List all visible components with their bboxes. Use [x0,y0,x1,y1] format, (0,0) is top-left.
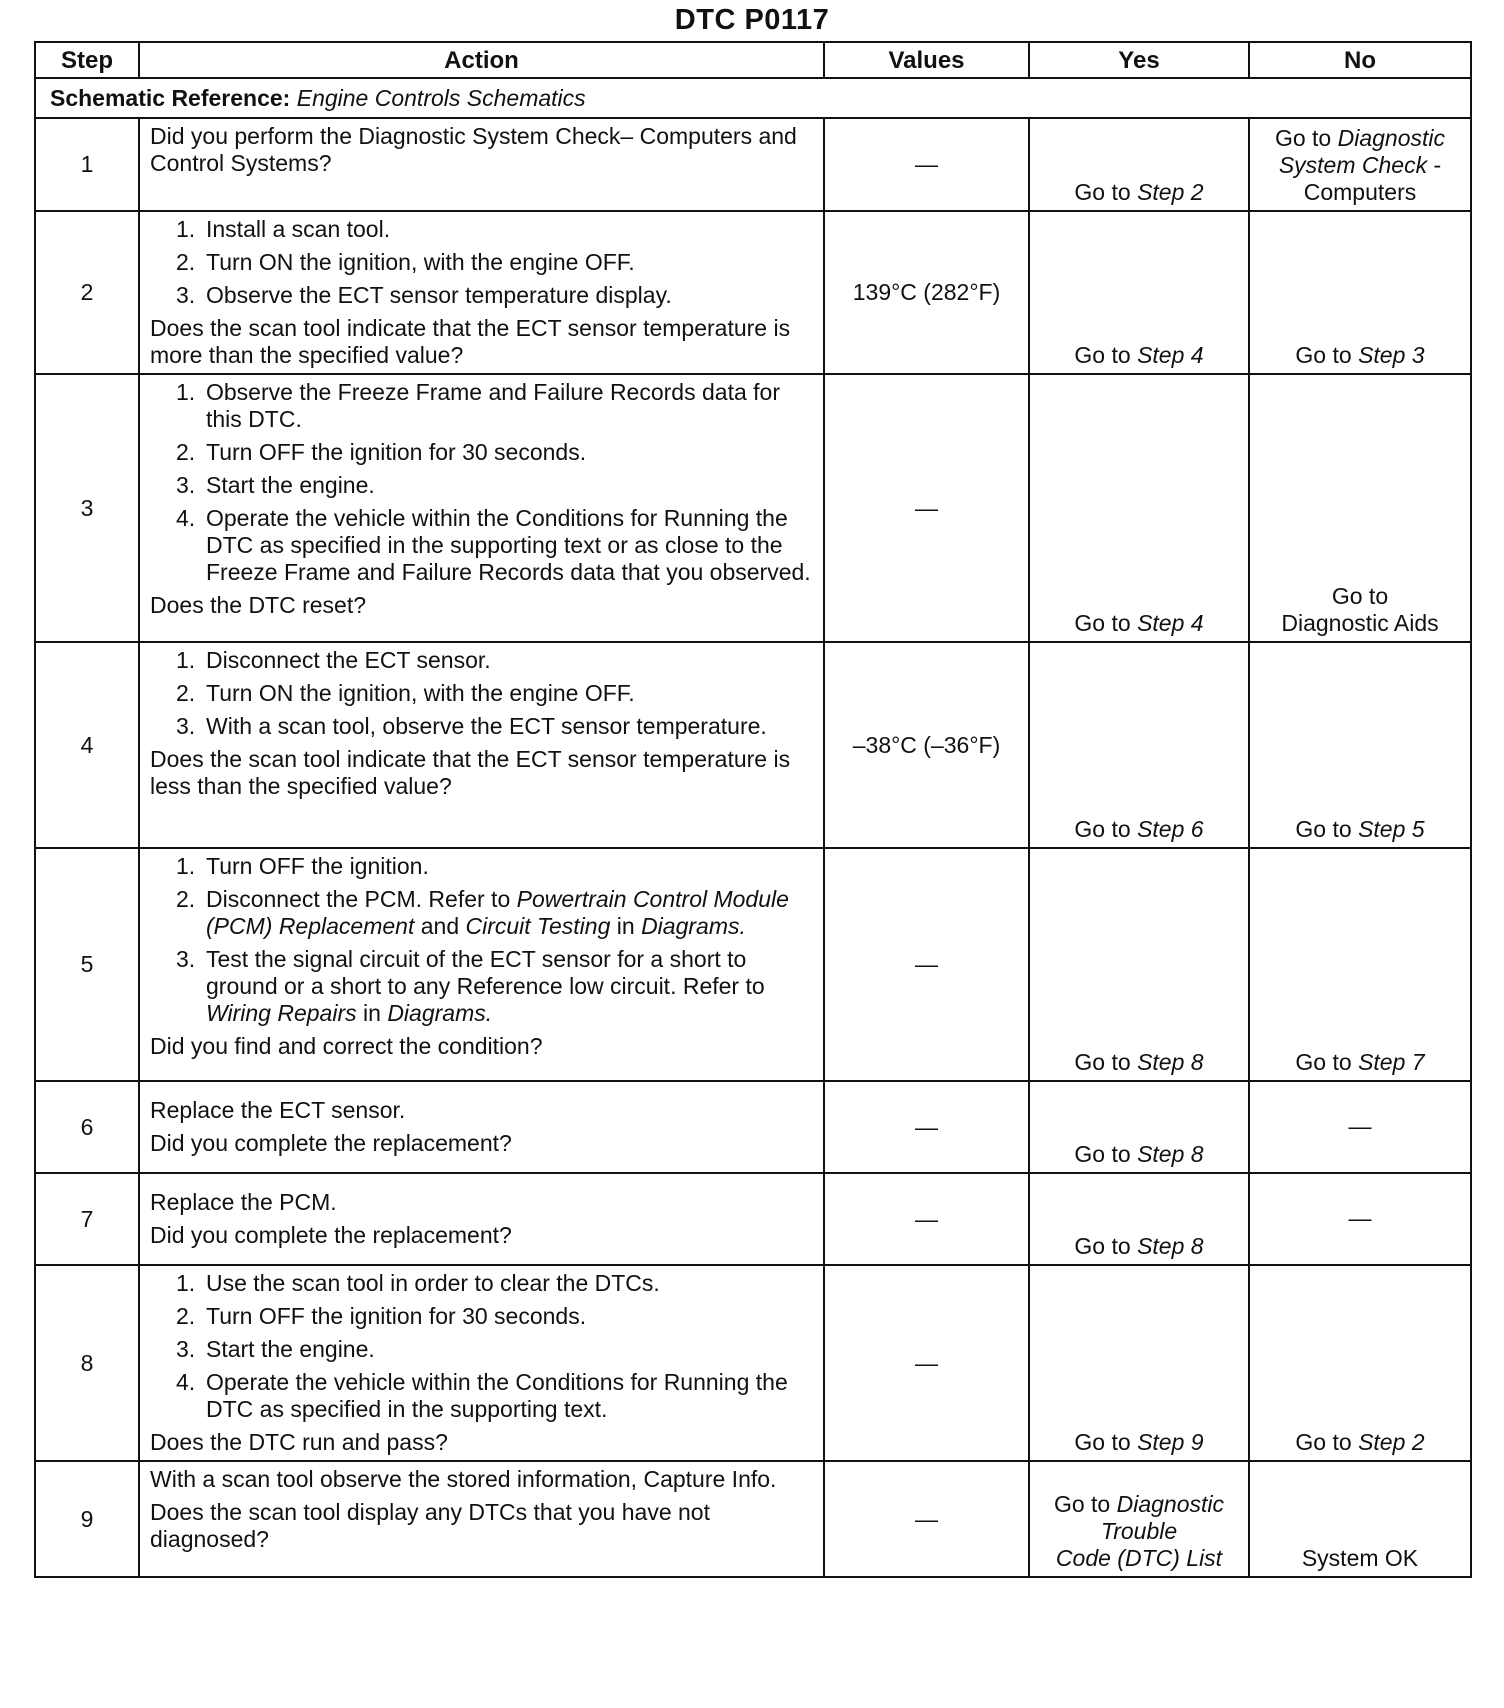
diagnostic-table [34,41,1472,1578]
step-number: 9 [35,1461,139,1577]
value-cell: — [824,1461,1029,1577]
schematic-row [35,78,1471,118]
instruction-list [150,1270,817,1423]
question: Does the scan tool indicate that the ECT sensor temperature is less than the specified value? [150,746,791,799]
go-to-text: Go to [1295,1429,1352,1455]
step-link: Step 2 [1358,1429,1425,1455]
header-step: Step [35,42,139,78]
no-cell: — [1249,1173,1471,1265]
schematic-reference [35,78,1471,118]
instruction-list [150,647,817,740]
instruction-list [150,216,817,309]
go-to-text: Go to [1074,1233,1131,1259]
value-cell: — [824,374,1029,642]
go-to-text: Go to [1074,1049,1131,1075]
go-to-text: Go to [1295,1049,1352,1075]
instruction-item: Turn ON the ignition, with the engine OFF. [206,680,635,706]
instruction-text: Replace the ECT sensor. [150,1097,406,1123]
yes-cell [1029,1265,1249,1461]
yes-cell [1029,1081,1249,1173]
instruction-text: With a scan tool observe the stored information, Capture Info. [150,1466,777,1492]
yes-cell [1029,211,1249,374]
yes-cell [1029,1461,1249,1577]
instruction-text: Replace the PCM. [150,1189,337,1215]
step-number: 2 [35,211,139,374]
step-number: 8 [35,1265,139,1461]
header-action: Action [139,42,824,78]
instruction-text: and [420,913,460,939]
header-no: No [1249,42,1471,78]
no-cell [1249,642,1471,848]
step-link: Step 2 [1137,179,1204,205]
go-to-text: Go to [1074,342,1131,368]
diagnostic-text: Computers [1303,179,1417,205]
diagnostic-aids-link: Diagnostic Aids [1281,610,1439,636]
go-to-text: Go to [1331,583,1389,609]
schematic-link: Engine Controls Schematics [296,84,586,111]
go-to-text: Go to [1274,125,1332,151]
diagnostic-link: Diagnostic [1337,125,1446,151]
question: Does the DTC run and pass? [150,1429,448,1455]
yes-cell [1029,642,1249,848]
reference-link: Diagrams. [387,1000,493,1026]
question: Did you complete the replacement? [150,1222,512,1248]
instruction-item: Use the scan tool in order to clear the DTCs. [206,1270,660,1296]
dtc-list-link: Diagnostic [1116,1491,1225,1517]
page-title: DTC P0117 [674,4,830,36]
table-row [35,1265,1471,1461]
instruction-item: Turn OFF the ignition for 30 seconds. [206,439,587,465]
step-link: Step 5 [1358,816,1425,842]
step-link: Step 3 [1358,342,1425,368]
reference-link: Diagrams. [641,913,746,939]
action-cell [139,1265,824,1461]
reference-link: Wiring Repairs [206,1000,357,1026]
no-cell: — [1249,1081,1471,1173]
yes-cell [1029,374,1249,642]
no-cell [1249,1265,1471,1461]
value-cell: — [824,1081,1029,1173]
table-row [35,1461,1471,1577]
go-to-text: Go to [1074,610,1131,636]
go-to-text: Go to [1074,179,1131,205]
table-row [35,848,1471,1081]
no-cell [1249,848,1471,1081]
instruction-item: Disconnect the ECT sensor. [206,647,491,673]
instruction-text: in [616,913,635,939]
value-cell: –38°C (–36°F) [824,642,1029,848]
separator-text: - [1433,152,1442,178]
no-cell: System OK [1249,1461,1471,1577]
instruction-text: in [363,1000,381,1026]
go-to-text: Go to [1074,1141,1131,1167]
action-cell [139,1461,824,1577]
value-cell: 139°C (282°F) [824,211,1029,374]
go-to-text: Go to [1074,816,1131,842]
question: Does the DTC reset? [150,592,367,618]
schematic-label: Schematic Reference: [50,84,291,111]
table-row [35,211,1471,374]
reference-link: Circuit Testing [465,913,611,939]
instruction-item: Observe the ECT sensor temperature display. [206,282,672,308]
no-cell [1249,211,1471,374]
yes-cell [1029,1173,1249,1265]
instruction-item: Operate the vehicle within the Conditions for Running the DTC as specified in the supporting text or as close to the Freeze Frame and Failure Records data that you observed. [206,505,811,585]
reference-link: Powertrain Control Module (PCM) Replacement [206,886,789,939]
instruction-text: Test the signal circuit of the ECT sensor for a short to ground or a short to any Reference low circuit. Refer to [206,946,765,999]
table-row [35,1173,1471,1265]
instruction-item: Turn OFF the ignition. [206,853,429,879]
question: Did you complete the replacement? [150,1130,512,1156]
action-cell [139,848,824,1081]
instruction-item [176,946,817,1027]
instruction-item: Operate the vehicle within the Conditions for Running the DTC as specified in the supporting text. [206,1369,788,1422]
step-number: 5 [35,848,139,1081]
step-number: 1 [35,118,139,211]
step-link: Step 8 [1137,1049,1204,1075]
step-number: 4 [35,642,139,848]
diagnostic-link: System Check [1278,152,1428,178]
step-number: 6 [35,1081,139,1173]
step-number: 7 [35,1173,139,1265]
value-cell: — [824,848,1029,1081]
yes-cell [1029,118,1249,211]
action-cell [139,211,824,374]
instruction-item: Install a scan tool. [206,216,391,242]
dtc-list-link: Code (DTC) List [1055,1545,1223,1571]
step-link: Step 4 [1137,342,1204,368]
value-cell: — [824,1265,1029,1461]
action-cell [139,642,824,848]
value-cell: — [824,1173,1029,1265]
question: Did you perform the Diagnostic System Check– Computers and Control Systems? [150,123,797,176]
yes-cell [1029,848,1249,1081]
instruction-list [150,379,817,586]
go-to-text: Go to [1074,1429,1131,1455]
instruction-item: Observe the Freeze Frame and Failure Records data for this DTC. [206,379,780,432]
step-link: Step 8 [1137,1233,1204,1259]
question: Did you find and correct the condition? [150,1033,543,1059]
step-link: Step 9 [1137,1429,1204,1455]
instruction-item: Turn ON the ignition, with the engine OFF. [206,249,635,275]
action-cell [139,1081,824,1173]
value-cell: — [824,118,1029,211]
instruction-list [150,853,817,1027]
header-values: Values [824,42,1029,78]
table-row [35,118,1471,211]
action-cell [139,374,824,642]
table-row [35,374,1471,642]
instruction-item [176,886,817,940]
header-yes: Yes [1029,42,1249,78]
go-to-text: Go to [1053,1491,1111,1517]
action-cell [139,1173,824,1265]
table-row [35,1081,1471,1173]
header-row [35,42,1471,78]
step-link: Step 8 [1137,1141,1204,1167]
question: Does the scan tool indicate that the ECT sensor temperature is more than the specified value? [150,315,791,368]
no-cell [1249,118,1471,211]
instruction-item: With a scan tool, observe the ECT sensor temperature. [206,713,767,739]
table-row [35,642,1471,848]
step-link: Step 4 [1137,610,1204,636]
instruction-item: Start the engine. [206,1336,375,1362]
step-number: 3 [35,374,139,642]
go-to-text: Go to [1295,816,1352,842]
dtc-list-link: Trouble [1100,1518,1178,1544]
no-cell [1249,374,1471,642]
instruction-item: Start the engine. [206,472,375,498]
step-link: Step 6 [1137,816,1204,842]
question: Does the scan tool display any DTCs that you have not diagnosed? [150,1499,710,1552]
action-cell [139,118,824,211]
step-link: Step 7 [1358,1049,1425,1075]
go-to-text: Go to [1295,342,1352,368]
instruction-text: Disconnect the PCM. Refer to [206,886,511,912]
instruction-item: Turn OFF the ignition for 30 seconds. [206,1303,587,1329]
